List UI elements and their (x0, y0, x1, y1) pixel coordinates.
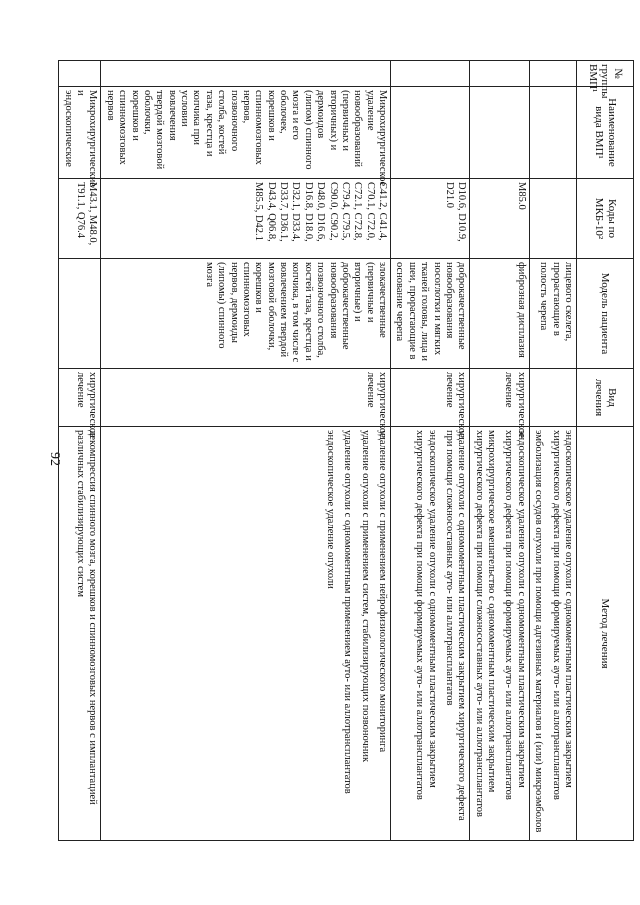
cell-methods (391, 427, 470, 841)
cell-group (470, 61, 530, 87)
cell-name (470, 87, 530, 179)
header-model: Модель пациента (577, 259, 634, 369)
cell-group (391, 61, 470, 87)
rotated-table-frame (62, 60, 634, 840)
cell-codes: D10.6, D10.9, D21.0 (391, 179, 470, 259)
method-item: эндоскопическое удаление опухоли (325, 430, 336, 589)
cell-type: хирургическое лечение (101, 369, 391, 427)
cell-group (529, 61, 576, 87)
table-row (470, 61, 530, 841)
cell-name (529, 87, 576, 179)
cell-name: Микрохирургическое удаление новообразований (первичных и вторичных) и дермоидов (липом) спинного мозга и его оболочек, корешков и спинномозговых нервов, позвоночного столба, костей таза, крестца и копчика при условии вовлечения твердой мозговой оболочки, корешков и спинномозговых нервов (101, 87, 391, 179)
method-item: эндоскопическое удаление опухоли с одномоментным пластическим закрытием хирургического дефекта при помощи формируемых ауто- или аллотрансплантатов (550, 430, 574, 800)
method-item: удаление опухоли с применением нейрофизиологического мониторинга (377, 430, 389, 753)
header-group: № группы ВМП¹ (577, 61, 634, 87)
cell-methods (470, 427, 530, 841)
cell-group (101, 61, 391, 87)
cell-codes (529, 179, 576, 259)
cell-model: фиброзная дисплазия (470, 259, 530, 369)
cell-methods (101, 427, 391, 841)
method-item: удаление опухоли с одномоментным пластическим закрытием хирургического дефекта при помощи сложносоставных ауто- или аллотрансплантатов (444, 430, 468, 821)
table-row (59, 61, 101, 841)
table-row (101, 61, 391, 841)
cell-model: лицевого скелета, прорастающие в полость черепа (529, 259, 576, 369)
header-name: Наименование вида ВМП¹ (577, 87, 634, 179)
cell-model: доброкачественные новообразования носоглотки и мягких тканей головы, лица и шеи, прорастающие в основание черепа (391, 259, 470, 369)
method-item: удаление опухоли с применением систем, стабилизирующих позвоночник (359, 430, 371, 763)
cell-name (391, 87, 470, 179)
cell-type: хирургическое лечение (470, 369, 530, 427)
cell-codes: M85.0 (470, 179, 530, 259)
table-row (529, 61, 576, 841)
cell-type: хирургическое лечение (391, 369, 470, 427)
page-number: 92 (47, 452, 62, 466)
cell-type (529, 369, 576, 427)
table-header-row (577, 61, 634, 841)
cell-name: Микрохирургические и эндоскопические (59, 87, 101, 179)
cell-codes: M43.1, M48.0, T91.1, Q76.4 (59, 179, 101, 259)
method-item: декомпрессия спинного мозга, корешков и спинномозговых нервов с имплантацией различных стабилизирующих систем (75, 430, 99, 805)
header-codes: Коды по МКБ-10² (577, 179, 634, 259)
cell-model: злокачественные (первичные и вторичные) и доброкачественные новообразования позвоночного столба, костей таза, крестца и копчика, в том числе с вовлечением твердой мозговой оболочки, корешков и спинномозговых нервов, дермоиды (липомы) спинного мозга (101, 259, 391, 369)
method-item: эндоскопическое удаление опухоли с одномоментным пластическим закрытием хирургического дефекта при помощи формируемых ауто- или аллотрансплантатов (503, 430, 527, 800)
method-item: микрохирургическое вмешательство с одномоментным пластическим закрытием хирургического дефекта при помощи сложносоставных ауто- или аллотрансплантатов (473, 430, 498, 818)
cell-model (59, 259, 101, 369)
method-item: удаление опухоли с одномоментным применением ауто- или аллотрансплантатов (342, 430, 354, 794)
method-item: эмболизация сосудов опухоли при помощи адгезивных материалов и (или) микроэмболов (533, 430, 545, 833)
treatment-methods-table (58, 60, 634, 841)
cell-methods (529, 427, 576, 841)
cell-group (59, 61, 101, 87)
cell-type: хирургическое лечение (59, 369, 101, 427)
header-type: Вид лечения (577, 369, 634, 427)
table-row (391, 61, 470, 841)
method-item: эндоскопическое удаление опухоли с одномоментным пластическим закрытием хирургического дефекта при помощи формируемых ауто- или аллотрансплантатов (414, 430, 438, 800)
header-method: Метод лечения (577, 427, 634, 841)
cell-codes: C41.2, C41.4, C70.1, C72.0, C72.1, C72.8, C79.4, C79.5, C90.0, C90.2, D48.0, D16.6, D16.8, D18.0, D32.1, D33.4, D33.7, D36.1, D43.4, Q06.8, M85.5, D42.1 (101, 179, 391, 259)
cell-methods (59, 427, 101, 841)
